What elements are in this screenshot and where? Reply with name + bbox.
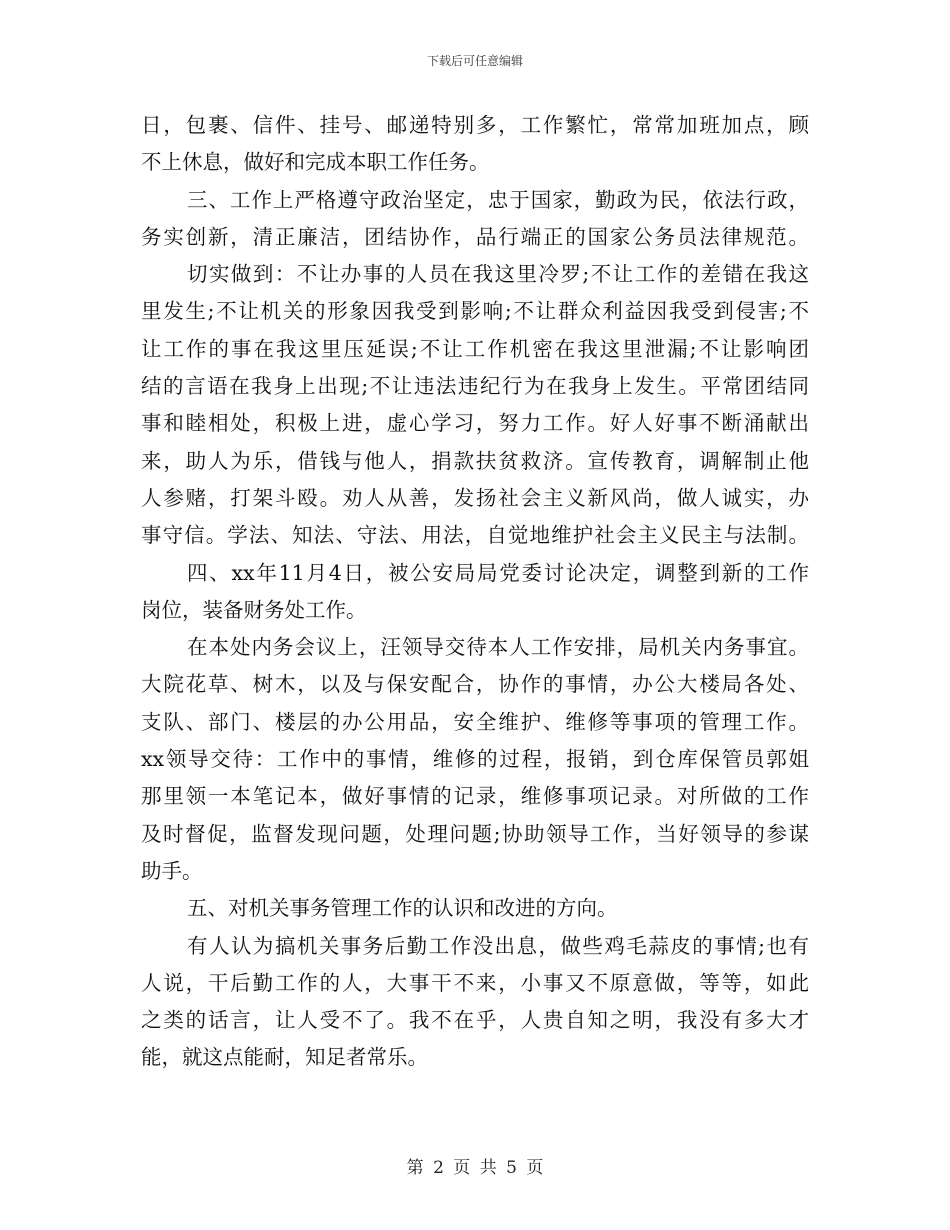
text-line: 里发生;不让机关的形象因我受到影响;不让群众利益因我受到侵害;不 bbox=[141, 299, 809, 324]
text-line: 能，就这点能耐，知足者常乐。 bbox=[141, 1045, 428, 1070]
text-line: xx领导交待：工作中的事情，维修的过程，报销，到仓库保管员郭姐 bbox=[141, 747, 809, 772]
text-line: 有人认为搞机关事务后勤工作没出息，做些鸡毛蒜皮的事情;也有 bbox=[187, 933, 809, 958]
text-line: 事守信。学法、知法、守法、用法，自觉地维护社会主义民主与法制。 bbox=[141, 523, 809, 548]
text-line: 五、对机关事务管理工作的认识和改进的方向。 bbox=[187, 896, 618, 921]
text-line: 结的言语在我身上出现;不让违法违纪行为在我身上发生。平常团结同 bbox=[141, 374, 809, 399]
text-line: 那里领一本笔记本，做好事情的记录，维修事项记录。对所做的工作 bbox=[141, 784, 809, 809]
text-line: 人参赌，打架斗殴。劝人从善，发扬社会主义新风尚，做人诚实，办 bbox=[141, 485, 809, 510]
text-line: 人说，干后勤工作的人，大事干不来，小事又不原意做，等等，如此 bbox=[141, 970, 809, 995]
text-line: 务实创新，清正廉洁，团结协作，品行端正的国家公务员法律规范。 bbox=[141, 224, 809, 249]
text-line: 事和睦相处，积极上进，虚心学习，努力工作。好人好事不断涌献出 bbox=[141, 411, 809, 436]
text-line: 助手。 bbox=[141, 858, 203, 883]
text-line: 不上休息，做好和完成本职工作任务。 bbox=[141, 150, 490, 175]
text-line: 在本处内务会议上，汪领导交待本人工作安排，局机关内务事宜。 bbox=[187, 635, 809, 660]
text-line: 之类的话言，让人受不了。我不在乎，人贵自知之明，我没有多大才 bbox=[141, 1008, 809, 1033]
text-line: 岗位，装备财务处工作。 bbox=[141, 597, 367, 622]
page-header: 下载后可任意编辑 bbox=[426, 54, 523, 68]
text-line: 大院花草、树木，以及与保安配合，协作的事情，办公大楼局各处、 bbox=[141, 672, 809, 697]
text-line: 切实做到：不让办事的人员在我这里冷罗;不让工作的差错在我这 bbox=[187, 262, 809, 287]
text-line: 让工作的事在我这里压延误;不让工作机密在我这里泄漏;不让影响团 bbox=[141, 336, 809, 361]
text-line: 日，包裹、信件、挂号、邮递特别多，工作繁忙，常常加班加点，顾 bbox=[141, 113, 809, 137]
text-line: 三、工作上严格遵守政治坚定，忠于国家，勤政为民，依法行政， bbox=[187, 187, 809, 212]
text-line: 支队、部门、楼层的办公用品，安全维护、维修等事项的管理工作。 bbox=[141, 709, 809, 734]
text-line: 四、xx年11月4日，被公安局局党委讨论决定，调整到新的工作 bbox=[187, 560, 809, 585]
text-line: 来，助人为乐，借钱与他人，捐款扶贫救济。宣传教育，调解制止他 bbox=[141, 448, 809, 473]
body-text bbox=[141, 107, 809, 1077]
text-line: 及时督促，监督发现问题，处理问题;协助领导工作，当好领导的参谋 bbox=[141, 821, 809, 846]
page-footer: 第 2 页 共 5 页 bbox=[406, 1158, 544, 1178]
